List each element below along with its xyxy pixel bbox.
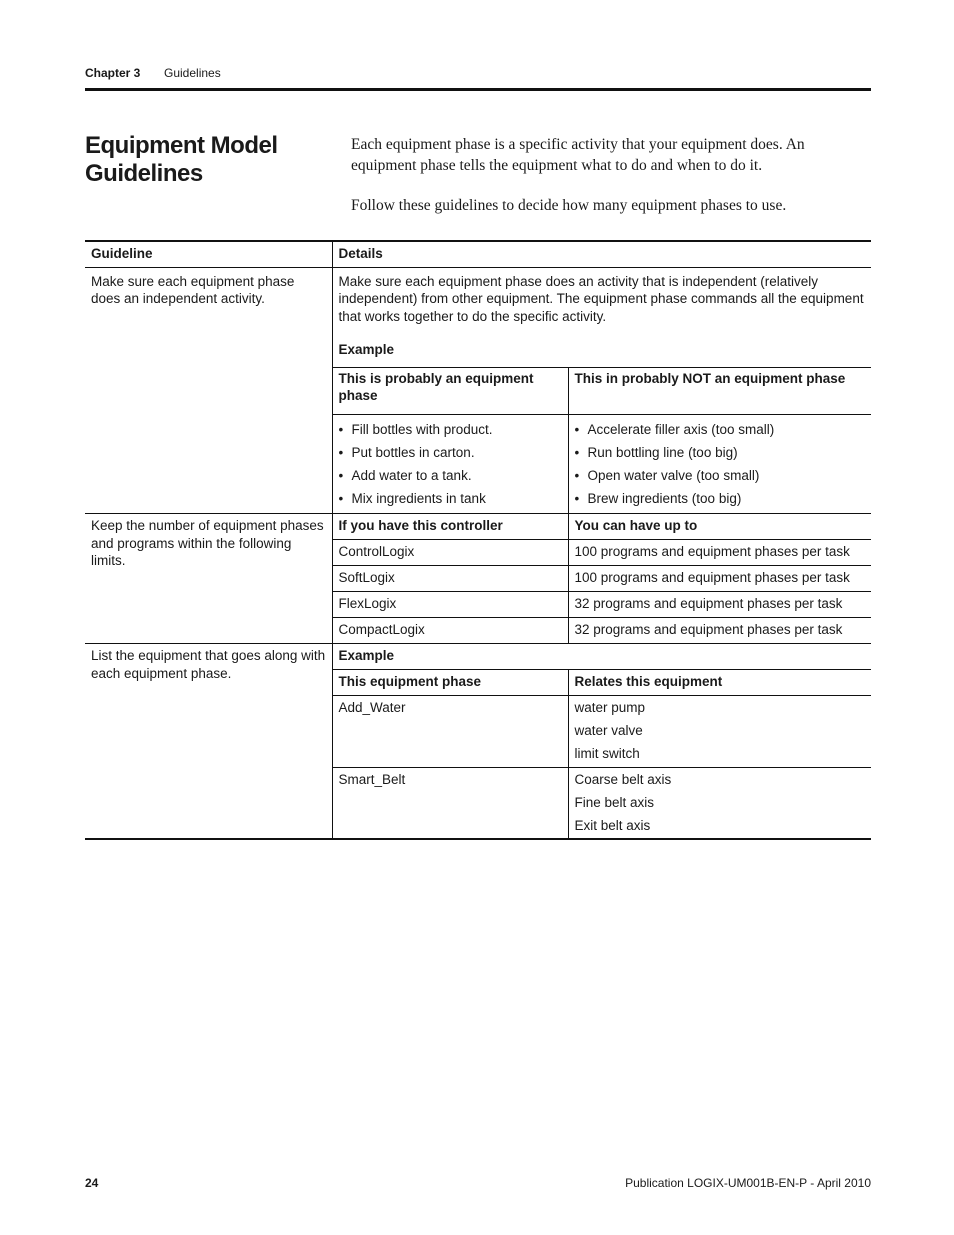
controller-name: SoftLogix: [332, 566, 568, 592]
table-row: [85, 514, 871, 540]
phase-name: Add_Water: [332, 696, 568, 768]
column-header-guideline: Guideline: [85, 241, 332, 267]
list-item: • Add water to a tank.: [339, 467, 562, 485]
intro-paragraph: Each equipment phase is a specific activity that your equipment does. An equipment phase tells the equipment what to do and when to do it.: [351, 136, 805, 174]
controller-limit: 100 programs and equipment phases per task: [568, 566, 871, 592]
list-item: • Brew ingredients (too big): [575, 490, 866, 508]
is-phase-cell: [332, 414, 568, 514]
equipment-item: limit switch: [574, 746, 640, 761]
intro-paragraph: Follow these guidelines to decide how many equipment phases to use.: [351, 197, 787, 214]
equipment-item: Coarse belt axis: [574, 771, 672, 787]
controller-limit: 100 programs and equipment phases per task: [568, 540, 871, 566]
subheader-equipment: Relates this equipment: [568, 670, 871, 696]
list-item: • Fill bottles with product.: [339, 421, 562, 439]
subheader-not-phase: This in probably NOT an equipment phase: [568, 367, 871, 414]
intro-text: [351, 134, 871, 235]
column-header-details: Details: [332, 241, 871, 267]
list-item: • Mix ingredients in tank: [339, 490, 562, 508]
example-label: Example: [332, 341, 871, 368]
subheader-controller: If you have this controller: [332, 514, 568, 540]
controller-name: CompactLogix: [332, 618, 568, 644]
subheader-is-phase: This is probably an equipment phase: [332, 367, 568, 414]
equipment-item: Exit belt axis: [574, 817, 651, 833]
not-phase-cell: [568, 414, 871, 514]
guideline-text: Keep the number of equipment phases and programs within the following limits.: [85, 514, 332, 644]
table-row: [85, 644, 871, 670]
page-title: Equipment Model Guidelines: [85, 132, 278, 187]
guideline-text: List the equipment that goes along with each equipment phase.: [85, 644, 332, 840]
example-label: Example: [332, 644, 871, 670]
equipment-item: water valve: [574, 723, 643, 738]
list-item: • Run bottling line (too big): [575, 444, 866, 462]
equipment-item: water pump: [574, 700, 646, 715]
list-item: • Open water valve (too small): [575, 467, 866, 485]
phase-name: Smart_Belt: [332, 767, 568, 839]
list-item: • Accelerate filler axis (too small): [575, 421, 866, 439]
table-header-row: [85, 241, 871, 267]
subheader-limit: You can have up to: [568, 514, 871, 540]
details-text: Make sure each equipment phase does an activity that is independent (relatively independent) from other equipment. The equipment phase commands all the equipment that works together to do the specific activity.: [332, 267, 871, 341]
equipment-list: [568, 767, 871, 839]
controller-limit: 32 programs and equipment phases per task: [568, 592, 871, 618]
list-item: • Put bottles in carton.: [339, 444, 562, 462]
equipment-list: [568, 696, 871, 768]
running-head: [85, 66, 221, 80]
table-row: [85, 267, 871, 341]
controller-name: FlexLogix: [332, 592, 568, 618]
is-phase-list: [339, 415, 562, 514]
publication-info: Publication LOGIX-UM001B-EN-P - April 2010: [625, 1176, 871, 1190]
page-number: 24: [85, 1176, 99, 1190]
equipment-item: Fine belt axis: [574, 794, 655, 810]
chapter-label: Chapter 3: [85, 66, 141, 80]
guideline-text: Make sure each equipment phase does an independent activity.: [91, 273, 295, 306]
controller-limit: 32 programs and equipment phases per task: [568, 618, 871, 644]
guidelines-table: [85, 240, 871, 840]
not-phase-list: [575, 415, 866, 514]
subheader-phase: This equipment phase: [332, 670, 568, 696]
section-label: Guidelines: [164, 66, 221, 80]
header-rule: [85, 88, 871, 91]
controller-name: ControlLogix: [332, 540, 568, 566]
